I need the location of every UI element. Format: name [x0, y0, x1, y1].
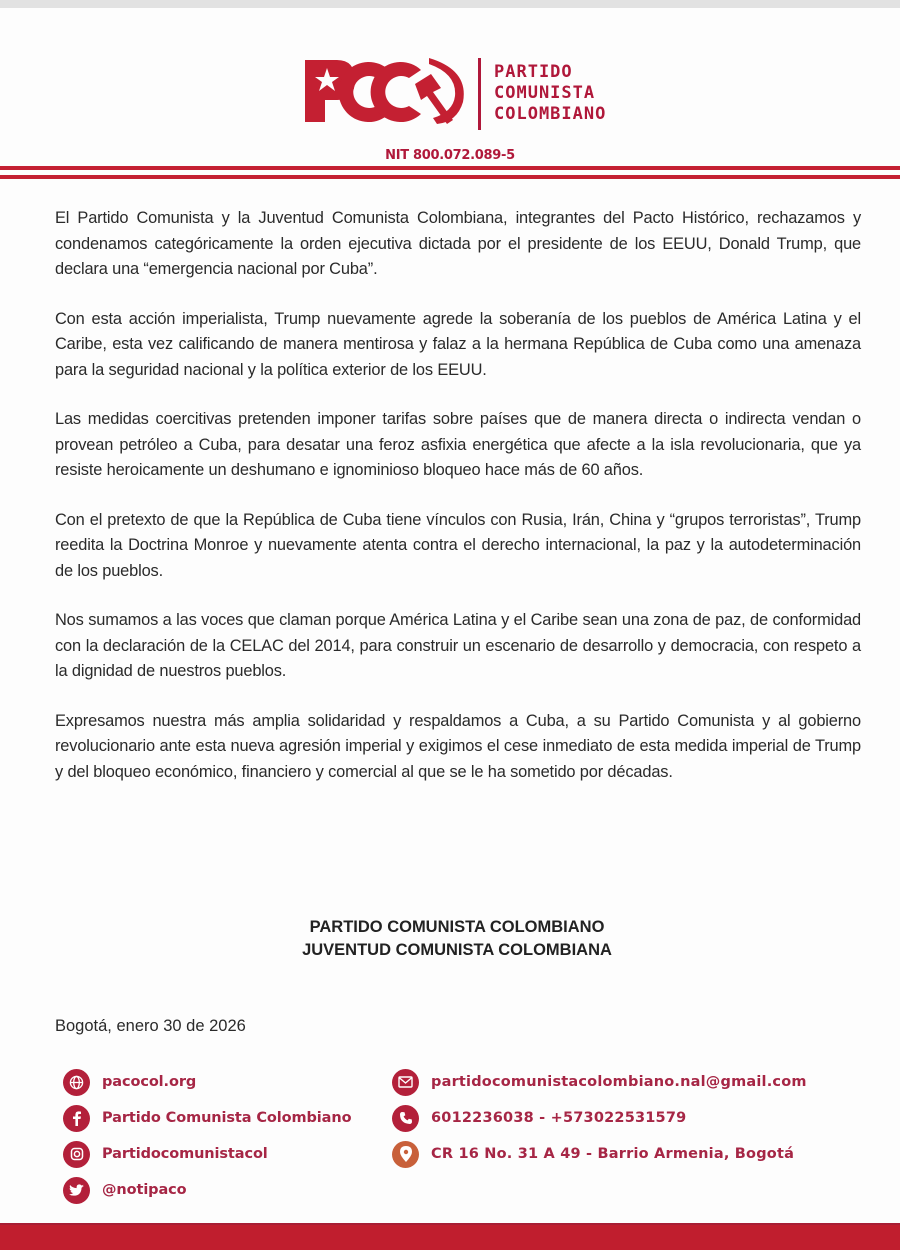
contact-text[interactable]: partidocomunistacolombiano.nal@gmail.com [431, 1074, 807, 1090]
contact-text[interactable]: Partido Comunista Colombiano [102, 1110, 352, 1126]
nit-number: NIT 800.072.089-5 [385, 148, 515, 163]
footer-bar [0, 1223, 900, 1250]
contact-instagram[interactable] [63, 1136, 351, 1172]
header-rule [0, 166, 900, 170]
header-rule [0, 175, 900, 179]
top-edge-bar [0, 0, 900, 8]
statement-body [55, 206, 861, 809]
letterhead [0, 48, 900, 148]
contact-text[interactable]: @notipaco [102, 1182, 187, 1198]
phone-icon [392, 1105, 419, 1132]
logo-divider [478, 58, 481, 130]
contact-text[interactable]: 6012236038 - +573022531579 [431, 1110, 687, 1126]
brand-name [494, 62, 606, 125]
instagram-icon [63, 1141, 90, 1168]
brand-line: COLOMBIANO [494, 104, 607, 124]
brand-line: COMUNISTA [494, 83, 596, 103]
paragraph: Expresamos nuestra más amplia solidaridad y respaldamos a Cuba, a su Partido Comunista y al gobierno revolucionario ante esta nueva agresión imperial y exigimos el cese inmediato de esta medida imperial de Trump y del bloqueo económico, financiero y comercial al que se le ha sometido por décadas. [55, 711, 861, 781]
contact-address[interactable] [392, 1136, 807, 1172]
twitter-icon [63, 1177, 90, 1204]
paragraph: Las medidas coercitivas pretenden imponer tarifas sobre países que de manera directa o indirecta vendan o provean petróleo a Cuba, para desatar una feroz asfixia energética que afecte a la isla revolucionaria, que ya resiste heroicamente un deshumano e ignominioso bloqueo hace más de 60 años. [55, 410, 861, 479]
globe-icon [63, 1069, 90, 1096]
paragraph: Nos sumamos a las voces que claman porque América Latina y el Caribe sean una zona de paz, de conformidad con la declaración de la CELAC del 2014, para construir un escenario de desarrollo y democracia, con respeto a la dignidad de nuestros pueblos. [55, 611, 861, 680]
paragraph: Con esta acción imperialista, Trump nuevamente agrede la soberanía de los pueblos de América Latina y el Caribe, esta vez calificando de manera mentirosa y falaz a la hermana República de Cuba como una amenaza para la seguridad nacional y la política exterior de los EEUU. [55, 309, 861, 379]
paragraph: El Partido Comunista y la Juventud Comunista Colombiana, integrantes del Pacto Histórico, rechazamos y condenamos categóricamente la orden ejecutiva dictada por el presidente de los EEUU, Donald Trump, que declara una “emergencia nacional por Cuba”. [55, 209, 861, 278]
contacts-right [392, 1064, 807, 1172]
contact-facebook[interactable] [63, 1100, 351, 1136]
email-icon [392, 1069, 419, 1096]
signature-block [0, 916, 900, 962]
contact-twitter[interactable] [63, 1172, 351, 1208]
location-pin-icon [392, 1141, 419, 1168]
contact-text[interactable]: Partidocomunistacol [102, 1146, 268, 1162]
contact-text[interactable]: CR 16 No. 31 A 49 - Barrio Armenia, Bogotá [431, 1146, 795, 1162]
paragraph: Con el pretexto de que la República de Cuba tiene vínculos con Rusia, Irán, China y “grupos terroristas”, Trump reedita la Doctrina Monroe y nuevamente atenta contra el derecho internacional, la paz y la autodeterminación de los pueblos. [55, 510, 861, 580]
pcc-logo [303, 56, 468, 126]
contact-website[interactable] [63, 1064, 351, 1100]
contact-text[interactable]: pacocol.org [102, 1074, 197, 1090]
date-line: Bogotá, enero 30 de 2026 [55, 1017, 246, 1035]
facebook-icon [63, 1105, 90, 1132]
signatory: PARTIDO COMUNISTA COLOMBIANO [309, 918, 605, 936]
signatory: JUVENTUD COMUNISTA COLOMBIANA [302, 941, 612, 959]
contact-email[interactable] [392, 1064, 807, 1100]
contacts-left [63, 1064, 351, 1208]
brand-line: PARTIDO [494, 62, 573, 82]
contact-phone[interactable] [392, 1100, 807, 1136]
